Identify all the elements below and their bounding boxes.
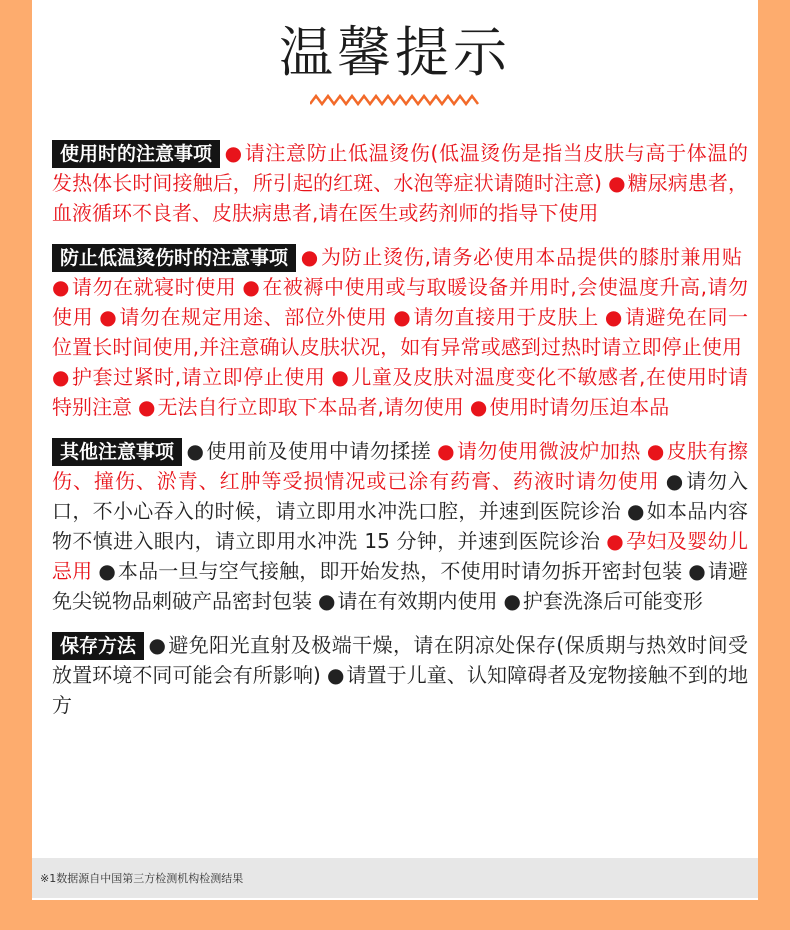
bullet-dot-icon: ● <box>646 439 665 463</box>
notice-item <box>393 305 599 329</box>
notice-item <box>186 439 431 463</box>
bullet-dot-icon: ● <box>99 305 118 329</box>
notice-item <box>470 395 669 419</box>
bullet-dot-icon: ● <box>688 559 706 583</box>
notice-item-text: 请在有效期内使用 <box>337 589 498 613</box>
page-title: 温馨提示 <box>279 21 511 84</box>
notice-item-text: 请避免在同一位置长时间使用,并注意确认皮肤状况，如有异常或感到过热时请立即停止使用 <box>52 305 749 359</box>
notice-item-text: 护套过紧时,请立即停止使用 <box>72 365 326 389</box>
bullet-dot-icon: ● <box>242 275 261 299</box>
bullet-dot-icon: ● <box>224 141 243 165</box>
notice-item-text: 护套洗涤后可能变形 <box>522 589 703 613</box>
bullet-dot-icon: ● <box>604 305 623 329</box>
bullet-dot-icon: ● <box>503 589 521 613</box>
bullet-dot-icon: ● <box>98 559 116 583</box>
notice-item <box>99 305 387 329</box>
notice-item-text: 无法自行立即取下本品者,请勿使用 <box>157 395 464 419</box>
notice-item <box>318 589 497 613</box>
notice-section <box>52 436 748 616</box>
bullet-dot-icon: ● <box>300 245 319 269</box>
bullet-dot-icon: ● <box>186 439 205 463</box>
section-label: 使用时的注意事项 <box>52 140 220 168</box>
bullet-dot-icon: ● <box>606 529 625 553</box>
notice-item-text: 请勿入口，不小心吞入的时候，请立即用水冲洗口腔，并速到医院诊治 <box>52 469 749 523</box>
bullet-dot-icon: ● <box>52 275 70 299</box>
bullet-dot-icon: ● <box>607 171 626 195</box>
notice-item-text: 为防止烫伤,请务必使用本品提供的膝肘兼用贴 <box>320 245 742 269</box>
bullet-dot-icon: ● <box>326 663 345 687</box>
notice-item-text: 请勿直接用于皮肤上 <box>413 305 599 329</box>
notice-item-text: 请勿在规定用途、部位外使用 <box>119 305 388 329</box>
notice-item-text: 避免阳光直射及极端干燥，请在阴凉处保存(保质期与热效时间受放置环境不同可能会有所影响) <box>52 633 749 687</box>
notice-item <box>138 395 464 419</box>
notice-item <box>52 275 236 299</box>
section-label: 其他注意事项 <box>52 438 182 466</box>
bullet-dot-icon: ● <box>331 365 350 389</box>
notice-item-text: 请置于儿童、认知障碍者及宠物接触不到的地方 <box>52 663 749 717</box>
bullet-dot-icon: ● <box>52 365 70 389</box>
bullet-dot-icon: ● <box>138 395 156 419</box>
bullet-dot-icon: ● <box>437 439 455 463</box>
notice-item-text: 孕妇及婴幼儿忌用 <box>52 529 748 583</box>
notice-item <box>437 439 641 463</box>
wave-divider <box>310 92 480 108</box>
bullet-dot-icon: ● <box>665 469 685 493</box>
section-label: 防止低温烫伤时的注意事项 <box>52 244 296 272</box>
bullet-dot-icon: ● <box>393 305 412 329</box>
notice-item-text: 如本品内容物不慎进入眼内，请立即用水冲洗 15 分钟，并速到医院诊治 <box>52 499 749 553</box>
notice-section <box>52 242 748 422</box>
notice-item-text: 儿童及皮肤对温度变化不敏感者,在使用时请特别注意 <box>52 365 749 419</box>
bullet-dot-icon: ● <box>469 395 488 419</box>
notice-item <box>98 559 682 583</box>
notice-item <box>300 245 742 269</box>
notice-item-text: 使用前及使用中请勿揉搓 <box>206 439 432 463</box>
notice-item-text: 在被褥中使用或与取暖设备并用时,会使温度升高,请勿使用 <box>52 275 749 329</box>
notice-item-text: 请避免尖锐物品刺破产品密封包装 <box>52 559 749 613</box>
notice-item <box>52 365 325 389</box>
bullet-dot-icon: ● <box>148 633 167 657</box>
notice-item-text: 本品一旦与空气接触，即开始发热，不使用时请勿拆开密封包装 <box>117 559 683 583</box>
notice-item-text: 皮肤有擦伤、撞伤、淤青、红肿等受损情况或已涂有药膏、药液时请勿使用 <box>52 439 749 493</box>
notice-card <box>32 0 758 900</box>
notice-item-text: 使用时请勿压迫本品 <box>489 395 670 419</box>
notice-content <box>52 138 748 734</box>
notice-item-text: 请勿使用微波炉加热 <box>456 439 641 463</box>
notice-section <box>52 138 748 228</box>
notice-item <box>503 589 702 613</box>
notice-item-text: 请注意防止低温烫伤(低温烫伤是指当皮肤与高于体温的发热体长时间接触后，所引起的红斑、水泡等症状请随时注意) <box>52 141 749 195</box>
footnote-bar <box>32 858 758 898</box>
section-label: 保存方法 <box>52 632 144 660</box>
bullet-dot-icon: ● <box>626 499 645 523</box>
notice-item-text: 请勿在就寝时使用 <box>72 275 237 299</box>
footnote-text: ※1数据源自中国第三方检测机构检测结果 <box>40 872 244 885</box>
notice-item-text: 糖尿病患者，血液循环不良者、皮肤病患者,请在医生或药剂师的指导下使用 <box>52 171 749 225</box>
bullet-dot-icon: ● <box>318 589 336 613</box>
notice-section <box>52 630 748 720</box>
